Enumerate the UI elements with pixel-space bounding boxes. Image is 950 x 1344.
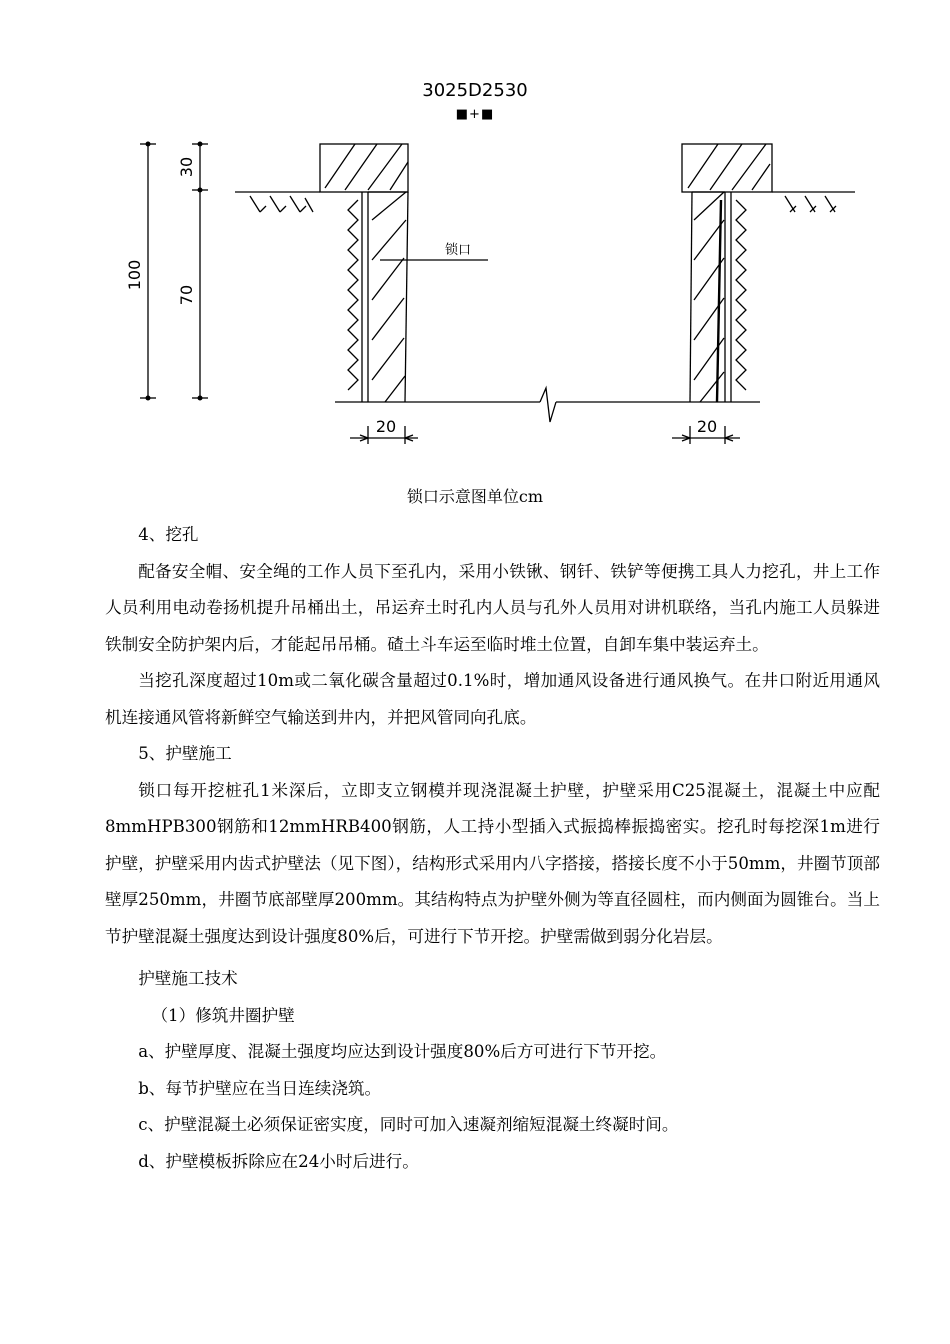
list-item-c: c、护壁混凝土必须保证密实度，同时可加入速凝剂缩短混凝土终凝时间。 (138, 1115, 679, 1134)
dim-label-top: 30 (177, 156, 196, 178)
lock-collar-diagram (100, 130, 860, 450)
tech-subheading-1: （1）修筑井圈护壁 (151, 1005, 295, 1025)
section4-heading: 4、挖孔 (138, 525, 199, 544)
section5-paragraph-1: 锁口每开挖桩孔1米深后，立即支立钢模并现浇混凝土护壁，护壁采用C25混凝土，混凝土中应配8mmHPB300钢筋和12mmHRB400钢筋，人工持小型插入式振捣棒振捣密实。挖孔时每挖深1m进行护壁，护壁采用内齿式护壁法（见下图），结构形式采用内八字搭接，搭接长度不小于50mm，井圈节顶部壁厚250mm，井圈节底部壁厚200mm。其结构特点为护壁外侧为等直径圆柱，而内侧面为圆锥台。当上节护壁混凝土强度达到设计强度80%后，可进行下节开挖。护壁需做到弱分化岩层。 (105, 780, 880, 946)
dim-label-total: 100 (125, 259, 144, 291)
tech-heading: 护壁施工技术 (138, 969, 238, 988)
list-item-a: a、护壁厚度、混凝土强度均应达到设计强度80%后方可进行下节开挖。 (138, 1042, 667, 1061)
section5-heading: 5、护壁施工 (138, 744, 232, 763)
document-id: 3025D2530 (422, 80, 528, 101)
section4-paragraph-1: 配备安全帽、安全绳的工作人员下至孔内，采用小铁锹、钢钎、铁铲等便携工具人力挖孔，井上工作人员利用电动卷扬机提升吊桶出土，吊运弃土时孔内人员与孔外人员用对讲机联络，当孔内施工人员躲进铁制安全防护架内后，才能起吊吊桶。碴土斗车运至临时堆土位置，自卸车集中装运弃土。 (105, 561, 880, 654)
list-item-b: b、每节护壁应在当日连续浇筑。 (138, 1078, 382, 1098)
document-mark: ■+■ (455, 107, 495, 122)
section4-paragraph-2: 当挖孔深度超过10m或二氧化碳含量超过0.1%时，增加通风设备进行通风换气。在井口附近用通风机连接通风管将新鲜空气输送到井内，并把风管同向孔底。 (105, 671, 880, 727)
dim-label-lower: 70 (177, 284, 196, 306)
figure-caption: 锁口示意图单位cm (406, 487, 544, 506)
list-item-d: d、护壁模板拆除应在24小时后进行。 (138, 1151, 419, 1171)
body-text (105, 517, 880, 1180)
width-label-left: 20 (375, 417, 397, 436)
width-label-right: 20 (696, 417, 718, 436)
lock-label: 锁口 (444, 243, 472, 258)
